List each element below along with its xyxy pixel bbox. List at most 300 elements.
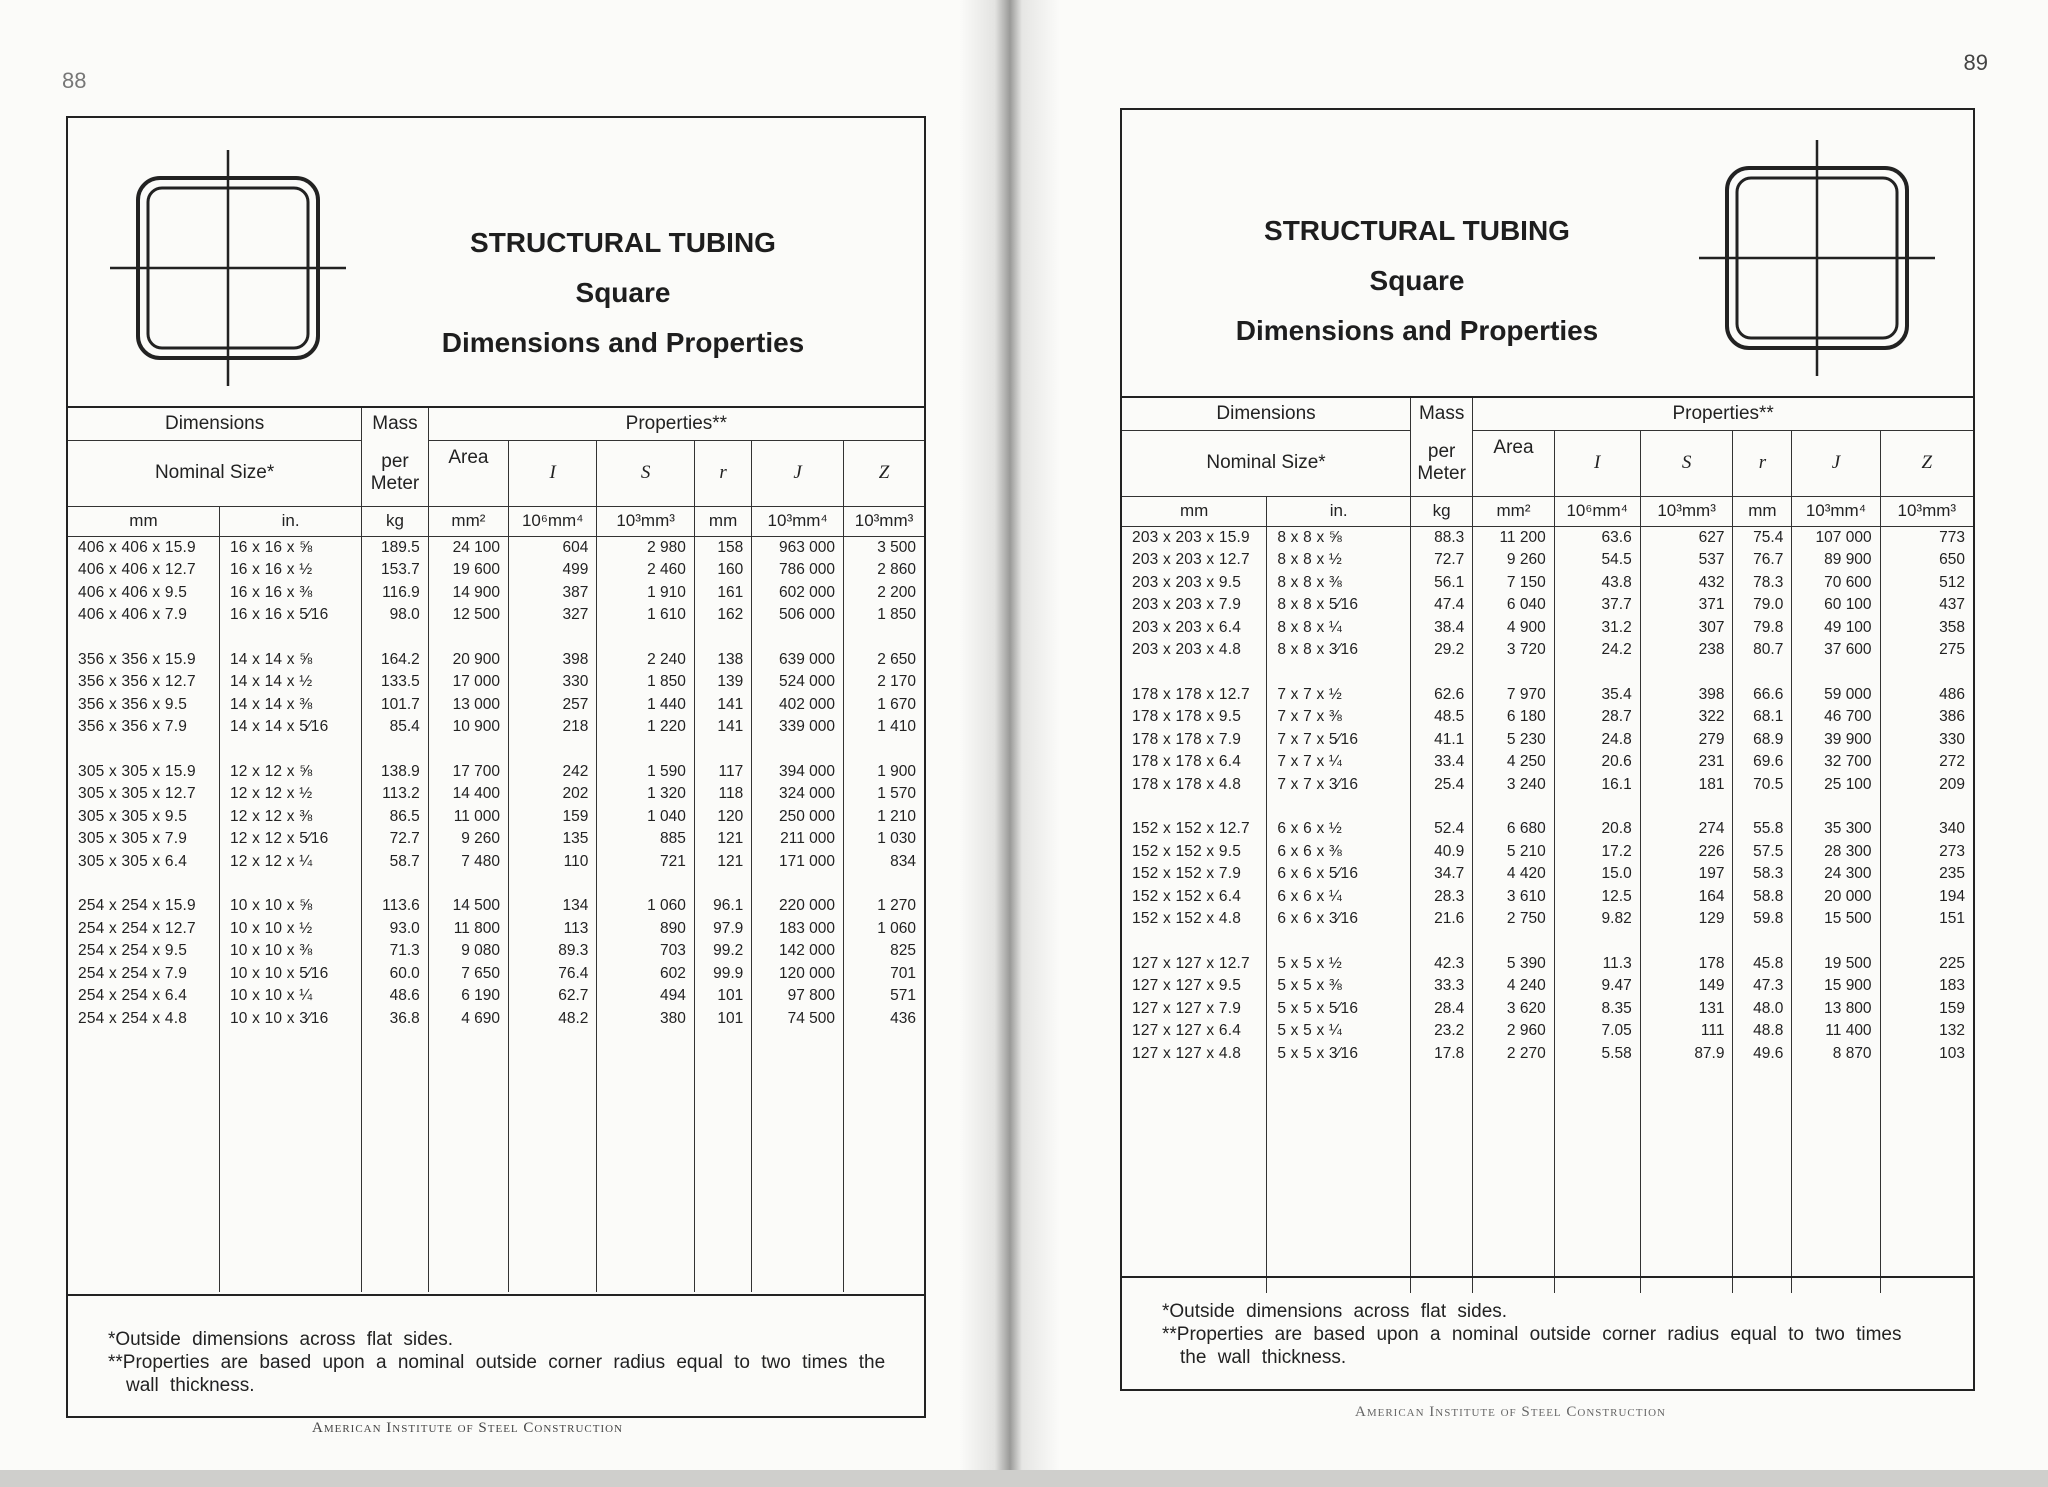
- j-cell: 142 000: [752, 940, 844, 963]
- header-meter: Meter: [370, 472, 420, 494]
- j-cell: 107 000: [1792, 526, 1880, 549]
- j-cell: 59 000: [1792, 684, 1880, 707]
- size-mm-b: 203: [1175, 528, 1202, 546]
- i-cell: 113: [509, 918, 597, 941]
- size-mm-cell: 127 x 127 x 12.7: [1132, 954, 1250, 972]
- j-cell: 786 000: [752, 559, 844, 582]
- size-in-a: 8: [1277, 618, 1287, 636]
- i-cell: 327: [509, 604, 597, 627]
- size-in-b: 5: [1303, 1022, 1312, 1039]
- area-cell: 14 900: [428, 582, 508, 605]
- r-cell: 57.5: [1733, 841, 1792, 864]
- size-mm-b: 178: [1175, 708, 1202, 725]
- i-cell: 11.3: [1554, 953, 1640, 976]
- wall-mm: 6.4: [1218, 887, 1242, 905]
- wall-mm: 9.5: [1218, 842, 1242, 860]
- area-cell: 5 390: [1473, 953, 1554, 976]
- r-cell: 76.7: [1733, 549, 1792, 572]
- mass-cell: 113.6: [362, 895, 429, 918]
- wall-mm: 7.9: [1218, 596, 1242, 613]
- r-cell: 45.8: [1733, 953, 1792, 976]
- size-in-cell: 10 x 10 x ⅝: [219, 895, 361, 918]
- j-cell: 49 100: [1792, 617, 1880, 640]
- table-row: [68, 985, 924, 1008]
- i-cell: 202: [509, 783, 597, 806]
- size-mm-cell: 203 x 203 x 6.4: [1132, 618, 1242, 636]
- table-row: [1122, 572, 1973, 595]
- group-spacer: [68, 739, 924, 761]
- wall-in: ½: [1328, 820, 1343, 837]
- size-mm-a: 152: [1132, 887, 1159, 905]
- wall-in: 3⁄16: [1328, 641, 1359, 658]
- table-row: [68, 559, 924, 582]
- i-cell: 16.1: [1554, 774, 1640, 797]
- size-mm-cell: 305 x 305 x 9.5: [78, 807, 188, 825]
- size-in-cell: 12 x 12 x ½: [219, 783, 361, 806]
- size-in-b: 12: [264, 852, 283, 870]
- s-cell: 322: [1640, 706, 1733, 729]
- size-in-b: 12: [264, 762, 283, 780]
- wall-in: 3⁄16: [1328, 910, 1359, 927]
- mass-cell: 17.8: [1411, 1043, 1473, 1066]
- size-in-cell: 5 x 5 x 3⁄16: [1267, 1043, 1411, 1066]
- mass-cell: 36.8: [362, 1008, 429, 1031]
- unit-mm: mm: [1122, 496, 1267, 526]
- wall-mm: 6.4: [1218, 753, 1242, 770]
- size-mm-b: 406: [121, 583, 148, 601]
- size-mm-b: 406: [121, 561, 148, 578]
- size-mm-cell: 305 x 305 x 15.9: [78, 762, 196, 780]
- s-cell: 238: [1640, 639, 1733, 662]
- header-nominal-size: Nominal Size*: [1206, 452, 1326, 473]
- header-properties: Properties**: [428, 408, 924, 440]
- size-in-a: 10: [229, 1009, 248, 1027]
- s-cell: 380: [597, 1008, 695, 1031]
- j-cell: 506 000: [752, 604, 844, 627]
- j-cell: 639 000: [752, 649, 844, 672]
- i-cell: 257: [509, 694, 597, 717]
- size-mm-cell: 152 x 152 x 4.8: [1132, 910, 1242, 927]
- size-in-b: 7: [1303, 708, 1312, 725]
- wall-mm: 15.9: [164, 650, 196, 668]
- z-cell: 103: [1880, 1043, 1973, 1066]
- r-cell: 99.9: [694, 963, 751, 986]
- j-cell: 183 000: [752, 918, 844, 941]
- r-cell: 117: [694, 761, 751, 784]
- s-cell: 178: [1640, 953, 1733, 976]
- i-cell: 5.58: [1554, 1043, 1640, 1066]
- size-in-b: 5: [1303, 999, 1312, 1017]
- size-mm-b: 203: [1175, 641, 1202, 658]
- r-cell: 138: [694, 649, 751, 672]
- r-cell: 78.3: [1733, 572, 1792, 595]
- r-cell: 48.8: [1733, 1020, 1792, 1043]
- i-cell: 35.4: [1554, 684, 1640, 707]
- z-cell: 272: [1880, 751, 1973, 774]
- size-in-b: 5: [1303, 1044, 1312, 1062]
- table-row: [1122, 953, 1973, 976]
- left-page: [0, 0, 1010, 1487]
- unit-z: 10³mm³: [844, 506, 924, 536]
- size-in-cell: 5 x 5 x ¼: [1267, 1020, 1411, 1043]
- s-cell: 2 240: [597, 649, 695, 672]
- r-cell: 49.6: [1733, 1043, 1792, 1066]
- j-cell: 60 100: [1792, 594, 1880, 617]
- s-cell: 1 440: [597, 694, 695, 717]
- wall-mm: 15.9: [164, 762, 196, 780]
- area-cell: 20 900: [428, 649, 508, 672]
- unit-i: 10⁶mm⁴: [509, 506, 597, 536]
- area-cell: 7 970: [1473, 684, 1554, 707]
- size-in-a: 10: [229, 919, 248, 937]
- unit-area: mm²: [428, 506, 508, 536]
- wall-mm: 9.5: [164, 695, 188, 713]
- size-mm-b: 178: [1175, 685, 1202, 703]
- footnote-2: **Properties are based upon a nominal outside corner radius equal to two times the: [108, 1352, 886, 1373]
- i-cell: 48.2: [509, 1008, 597, 1031]
- wall-mm: 7.9: [1218, 999, 1242, 1017]
- z-cell: 650: [1880, 549, 1973, 572]
- j-cell: 13 800: [1792, 998, 1880, 1021]
- unit-s: 10³mm³: [597, 506, 695, 536]
- j-cell: 74 500: [752, 1008, 844, 1031]
- wall-in: ¼: [1328, 887, 1343, 905]
- size-in-b: 8: [1303, 528, 1312, 546]
- size-in-cell: 8 x 8 x ½: [1267, 549, 1411, 572]
- page-number: 89: [1963, 50, 1988, 75]
- size-in-cell: 14 x 14 x ⅝: [219, 649, 361, 672]
- area-cell: 4 690: [428, 1008, 508, 1031]
- size-mm-b: 203: [1175, 551, 1202, 568]
- j-cell: 524 000: [752, 671, 844, 694]
- j-cell: 220 000: [752, 895, 844, 918]
- notes-divider: [68, 1294, 924, 1296]
- size-in-a: 7: [1277, 708, 1287, 725]
- size-mm-cell: 127 x 127 x 9.5: [1132, 977, 1242, 994]
- i-cell: 242: [509, 761, 597, 784]
- size-mm-cell: 152 x 152 x 6.4: [1132, 887, 1242, 905]
- z-cell: 235: [1880, 863, 1973, 886]
- r-cell: 139: [694, 671, 751, 694]
- size-mm-a: 203: [1132, 596, 1159, 613]
- size-mm-cell: 356 x 356 x 9.5: [78, 695, 188, 713]
- r-cell: 69.6: [1733, 751, 1792, 774]
- i-cell: 330: [509, 671, 597, 694]
- j-cell: 339 000: [752, 716, 844, 739]
- page-title: STRUCTURAL TUBING: [1264, 215, 1570, 246]
- wall-in: 5⁄16: [1328, 730, 1359, 748]
- mass-cell: 101.7: [362, 694, 429, 717]
- r-cell: 99.2: [694, 940, 751, 963]
- wall-mm: 12.7: [164, 785, 196, 802]
- size-mm-cell: 254 x 254 x 9.5: [78, 942, 188, 959]
- page-title: STRUCTURAL TUBING: [470, 227, 776, 258]
- size-in-b: 10: [264, 1009, 283, 1027]
- mass-cell: 113.2: [362, 783, 429, 806]
- s-cell: 226: [1640, 841, 1733, 864]
- size-mm-a: 178: [1132, 708, 1159, 725]
- s-cell: 2 980: [597, 536, 695, 559]
- j-cell: 28 300: [1792, 841, 1880, 864]
- size-in-cell: 5 x 5 x ½: [1267, 953, 1411, 976]
- size-in-cell: 6 x 6 x 5⁄16: [1267, 863, 1411, 886]
- j-cell: 394 000: [752, 761, 844, 784]
- wall-mm: 9.5: [1218, 977, 1242, 994]
- j-cell: 37 600: [1792, 639, 1880, 662]
- wall-mm: 4.8: [1218, 641, 1242, 658]
- area-cell: 12 500: [428, 604, 508, 627]
- z-cell: 2 860: [844, 559, 924, 582]
- size-in-a: 5: [1277, 1044, 1287, 1062]
- size-in-cell: 8 x 8 x ¼: [1267, 617, 1411, 640]
- mass-cell: 60.0: [362, 963, 429, 986]
- r-cell: 141: [694, 716, 751, 739]
- z-cell: 209: [1880, 774, 1973, 797]
- r-cell: 118: [694, 783, 751, 806]
- wall-mm: 7.9: [164, 830, 188, 847]
- size-in-cell: 12 x 12 x ¼: [219, 851, 361, 874]
- r-cell: 161: [694, 582, 751, 605]
- size-in-cell: 10 x 10 x 3⁄16: [219, 1008, 361, 1031]
- size-mm-b: 203: [1175, 618, 1202, 636]
- z-cell: 3 500: [844, 536, 924, 559]
- size-mm-cell: 406 x 406 x 7.9: [78, 606, 188, 623]
- size-in-cell: 16 x 16 x ½: [219, 559, 361, 582]
- j-cell: 89 900: [1792, 549, 1880, 572]
- wall-mm: 6.4: [164, 987, 188, 1004]
- size-in-a: 10: [229, 987, 248, 1004]
- table-row: [68, 851, 924, 874]
- r-cell: 48.0: [1733, 998, 1792, 1021]
- properties-table: [68, 408, 924, 1292]
- j-cell: 32 700: [1792, 751, 1880, 774]
- unit-j: 10³mm⁴: [752, 506, 844, 536]
- unit-r: mm: [694, 506, 751, 536]
- mass-cell: 86.5: [362, 806, 429, 829]
- area-cell: 6 190: [428, 985, 508, 1008]
- j-cell: 963 000: [752, 536, 844, 559]
- s-cell: 602: [597, 963, 695, 986]
- mass-cell: 48.5: [1411, 706, 1473, 729]
- size-in-cell: 10 x 10 x ½: [219, 918, 361, 941]
- z-cell: 1 900: [844, 761, 924, 784]
- publisher-credit: American Institute of Steel Construction: [312, 1420, 623, 1436]
- page-edge: [0, 1470, 2048, 1487]
- table-filler: [1122, 1065, 1973, 1293]
- z-cell: 2 170: [844, 671, 924, 694]
- wall-in: ¼: [1328, 753, 1343, 770]
- r-cell: 121: [694, 851, 751, 874]
- size-in-b: 16: [264, 606, 283, 623]
- r-cell: 55.8: [1733, 818, 1792, 841]
- z-cell: 1 030: [844, 828, 924, 851]
- size-mm-cell: 305 x 305 x 6.4: [78, 852, 188, 870]
- size-in-a: 5: [1277, 977, 1287, 994]
- size-mm-b: 152: [1175, 887, 1202, 905]
- mass-cell: 25.4: [1411, 774, 1473, 797]
- size-mm-b: 254: [121, 1009, 148, 1027]
- size-mm-a: 203: [1132, 573, 1159, 591]
- size-mm-cell: 152 x 152 x 7.9: [1132, 865, 1242, 882]
- wall-in: ⅜: [299, 942, 313, 959]
- size-in-a: 12: [229, 830, 248, 847]
- header-dimensions: Dimensions: [68, 408, 362, 440]
- j-cell: 39 900: [1792, 729, 1880, 752]
- wall-in: ⅜: [1328, 842, 1343, 860]
- size-mm-a: 152: [1132, 842, 1159, 860]
- size-mm-a: 203: [1132, 618, 1159, 636]
- size-mm-b: 254: [121, 919, 148, 937]
- area-cell: 7 150: [1473, 572, 1554, 595]
- table-row: [1122, 594, 1973, 617]
- s-cell: 537: [1640, 549, 1733, 572]
- size-mm-cell: 406 x 406 x 15.9: [78, 538, 196, 556]
- wall-mm: 6.4: [1218, 1022, 1242, 1039]
- size-mm-b: 356: [121, 673, 148, 690]
- size-in-b: 7: [1303, 753, 1312, 770]
- table-row: [68, 536, 924, 559]
- s-cell: 371: [1640, 594, 1733, 617]
- size-mm-cell: 178 x 178 x 7.9: [1132, 730, 1242, 748]
- size-in-a: 10: [229, 897, 248, 914]
- size-in-b: 5: [1303, 954, 1312, 972]
- s-cell: 1 850: [597, 671, 695, 694]
- i-cell: 398: [509, 649, 597, 672]
- size-mm-cell: 254 x 254 x 12.7: [78, 919, 196, 937]
- wall-mm: 9.5: [164, 583, 188, 601]
- size-mm-a: 127: [1132, 1022, 1159, 1039]
- wall-mm: 6.4: [1218, 618, 1242, 636]
- table-row: [1122, 617, 1973, 640]
- size-in-a: 6: [1277, 910, 1287, 927]
- z-cell: 437: [1880, 594, 1973, 617]
- table-row: [68, 604, 924, 627]
- i-cell: 135: [509, 828, 597, 851]
- s-cell: 1 040: [597, 806, 695, 829]
- z-cell: 571: [844, 985, 924, 1008]
- mass-cell: 58.7: [362, 851, 429, 874]
- wall-in: ⅝: [299, 650, 313, 668]
- size-in-b: 6: [1303, 865, 1312, 882]
- size-mm-cell: 356 x 356 x 12.7: [78, 673, 196, 690]
- wall-in: 5⁄16: [1328, 999, 1359, 1017]
- i-cell: 387: [509, 582, 597, 605]
- wall-mm: 15.9: [164, 897, 196, 914]
- wall-mm: 9.5: [164, 942, 188, 959]
- unit-i: 10⁶mm⁴: [1554, 496, 1640, 526]
- header-i: I: [1554, 430, 1640, 496]
- table-row: [1122, 998, 1973, 1021]
- header-j: J: [752, 440, 844, 506]
- size-in-cell: 10 x 10 x ¼: [219, 985, 361, 1008]
- wall-mm: 7.9: [164, 718, 188, 735]
- mass-cell: 47.4: [1411, 594, 1473, 617]
- s-cell: 885: [597, 828, 695, 851]
- table-row: [1122, 639, 1973, 662]
- table-row: [68, 940, 924, 963]
- s-cell: 274: [1640, 818, 1733, 841]
- size-mm-a: 152: [1132, 865, 1159, 882]
- header-dimensions: Dimensions: [1122, 398, 1411, 430]
- size-mm-cell: 203 x 203 x 15.9: [1132, 528, 1250, 546]
- size-in-cell: 16 x 16 x 5⁄16: [219, 604, 361, 627]
- j-cell: 24 300: [1792, 863, 1880, 886]
- mass-cell: 34.7: [1411, 863, 1473, 886]
- j-cell: 402 000: [752, 694, 844, 717]
- wall-mm: 12.7: [164, 673, 196, 690]
- notes-divider: [1122, 1276, 1973, 1278]
- size-in-cell: 6 x 6 x ¼: [1267, 886, 1411, 909]
- size-mm-a: 203: [1132, 528, 1159, 546]
- area-cell: 4 240: [1473, 975, 1554, 998]
- i-cell: 20.8: [1554, 818, 1640, 841]
- area-cell: 9 080: [428, 940, 508, 963]
- size-in-a: 6: [1277, 887, 1287, 905]
- size-mm-b: 305: [121, 830, 148, 847]
- right-page: [1010, 0, 2048, 1487]
- page-number: 88: [62, 68, 87, 93]
- size-in-b: 12: [264, 830, 283, 847]
- header-meter: Meter: [1417, 462, 1466, 484]
- size-mm-cell: 406 x 406 x 9.5: [78, 583, 188, 601]
- header-area: Area: [1473, 430, 1554, 496]
- z-cell: 1 670: [844, 694, 924, 717]
- s-cell: 129: [1640, 908, 1733, 931]
- size-mm-a: 305: [78, 852, 105, 870]
- table-row: [68, 963, 924, 986]
- mass-cell: 42.3: [1411, 953, 1473, 976]
- wall-mm: 12.7: [164, 561, 196, 578]
- mass-cell: 56.1: [1411, 572, 1473, 595]
- s-cell: 231: [1640, 751, 1733, 774]
- header-mass: Mass: [362, 408, 429, 440]
- wall-in: ½: [1328, 954, 1343, 972]
- z-cell: 486: [1880, 684, 1973, 707]
- size-mm-b: 152: [1175, 910, 1202, 927]
- j-cell: 120 000: [752, 963, 844, 986]
- size-in-cell: 7 x 7 x ½: [1267, 684, 1411, 707]
- table-frame: [1120, 108, 1975, 1391]
- wall-mm: 7.9: [164, 964, 188, 982]
- size-mm-b: 406: [121, 538, 148, 556]
- book-gutter: [960, 0, 1060, 1487]
- wall-in: ¼: [1328, 1022, 1343, 1039]
- size-mm-cell: 152 x 152 x 9.5: [1132, 842, 1242, 860]
- table-row: [1122, 774, 1973, 797]
- area-cell: 4 420: [1473, 863, 1554, 886]
- header-i: I: [509, 440, 597, 506]
- size-mm-b: 254: [121, 987, 148, 1004]
- size-mm-a: 356: [78, 695, 105, 713]
- mass-cell: 48.6: [362, 985, 429, 1008]
- mass-cell: 38.4: [1411, 617, 1473, 640]
- size-in-cell: 8 x 8 x 3⁄16: [1267, 639, 1411, 662]
- size-mm-a: 127: [1132, 954, 1159, 972]
- z-cell: 773: [1880, 526, 1973, 549]
- j-cell: 15 900: [1792, 975, 1880, 998]
- j-cell: 97 800: [752, 985, 844, 1008]
- z-cell: 183: [1880, 975, 1973, 998]
- size-in-cell: 7 x 7 x 5⁄16: [1267, 729, 1411, 752]
- size-mm-cell: 356 x 356 x 7.9: [78, 718, 188, 735]
- footnote-1: *Outside dimensions across flat sides.: [108, 1329, 454, 1350]
- wall-in: 5⁄16: [299, 964, 329, 982]
- i-cell: 43.8: [1554, 572, 1640, 595]
- z-cell: 1 570: [844, 783, 924, 806]
- table-row: [1122, 684, 1973, 707]
- area-cell: 17 700: [428, 761, 508, 784]
- size-mm-b: 356: [121, 718, 148, 735]
